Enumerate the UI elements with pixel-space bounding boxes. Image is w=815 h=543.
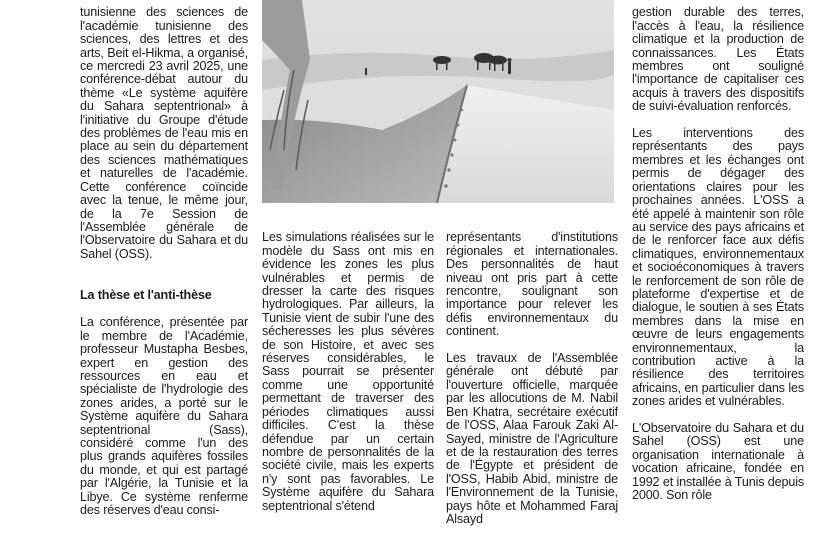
body-paragraph: Les travaux de l'Assemblée générale ont débuté par l'ouverture officielle, marquée par les allocutions de M. Nabil Ben Khatra, secrétaire exécutif de l'OSS, Alaa Farouk Zaki Al-Sayed, ministre de l'Agriculture et de la restauration des terres de l'Égypte et président de l'OSS, Habib Abid, ministre de l'Environnement de la Tunisie, pays hôte et Mohammed Faraj Alsayd: [446, 351, 618, 526]
article-column-3: [446, 218, 618, 540]
body-paragraph: Les simulations réalisées sur le modèle du Sass ont mis en évidence les zones les plus vulnérables et permis de dresser la carte des risques hydrologiques. Par ailleurs, la Tunisie vient de subir l'une des sécheresses les plus sévères de son Histoire, et avec ses réserves considérables, le Sass pourrait se présenter comme une opportunité permettant de traverser des périodes climatiques aussi difficiles. C'est la thèse défendue par un certain nombre de personnalités de la société civile, mais les experts n'y sont pas favorables. Le Système aquifère du Sahara septentrional s'étend: [262, 230, 434, 513]
intro-paragraph: tunisienne des sciences de l'académie tunisienne des sciences, des lettres et des arts, Beit el-Hikma, a organisé, ce mercredi 23 avril 2025, une conférence-débat autour du thème «Le système aquifère du Sahara septentrional» à l'initiative du Groupe d'étude des problèmes de l'eau mis en place au sein du département des sciences mathématiques et naturelles de l'académie. Cette conférence coïncide avec la tenue, le même jour, de la 7e Session de l'Assemblée générale de l'Observatoire du Sahara et du Sahel (OSS).: [80, 5, 248, 261]
article-column-4: [632, 0, 804, 516]
article-column-1: [80, 0, 248, 531]
body-paragraph: gestion durable des terres, l'accès à l'eau, la résilience climatique et la production de connaissances. Les États membres ont souligné l'importance de capitaliser ces acquis à travers des dispositifs de suivi-évaluation renforcés.: [632, 5, 804, 114]
body-paragraph: L'Observatoire du Sahara et du Sahel (OSS) est une organisation internationale à vocation africaine, fondée en 1992 et installée à Tunis depuis 2000. Son rôle: [632, 421, 804, 503]
subheading: La thèse et l'anti-thèse: [80, 287, 212, 302]
body-paragraph: La conférence, présentée par le membre de l'Académie, professeur Mustapha Besbes, expert en gestion des ressources en eau et spécialiste de l'hydrologie des zones arides, a porté sur le Système aquifère du Sahara septentrional (Sass), considéré comme l'un des plus grands aquifères fossiles du monde, et qui est partagé par l'Algérie, la Tunisie et la Libye. Ce système renferme des réserves d'eau consi-: [80, 315, 248, 518]
desert-photo: [262, 0, 614, 203]
body-paragraph: Les interventions des représentants des pays membres et les échanges ont permis de dégager des orientations claires pour les prochaines années. L'OSS a été appelé à maintenir son rôle au service des pays africains et de le renforcer face aux défis climatiques, environnementaux et socioéconomiques à travers le renforcement de son rôle de plateforme d'expertise et de dialogue, le soutien à ses États membres dans la mise en œuvre de leurs engagements environnementaux, la contribution active à la résilience des territoires africains, en particulier dans les zones arides et vulnérables.: [632, 126, 804, 409]
body-paragraph: représentants d'institutions régionales et internationales. Des personnalités de haut niveau ont pris part à cette rencontre, soulignant son importance pour relever les défis environnementaux du continent.: [446, 230, 618, 339]
article-column-2: [262, 218, 434, 526]
